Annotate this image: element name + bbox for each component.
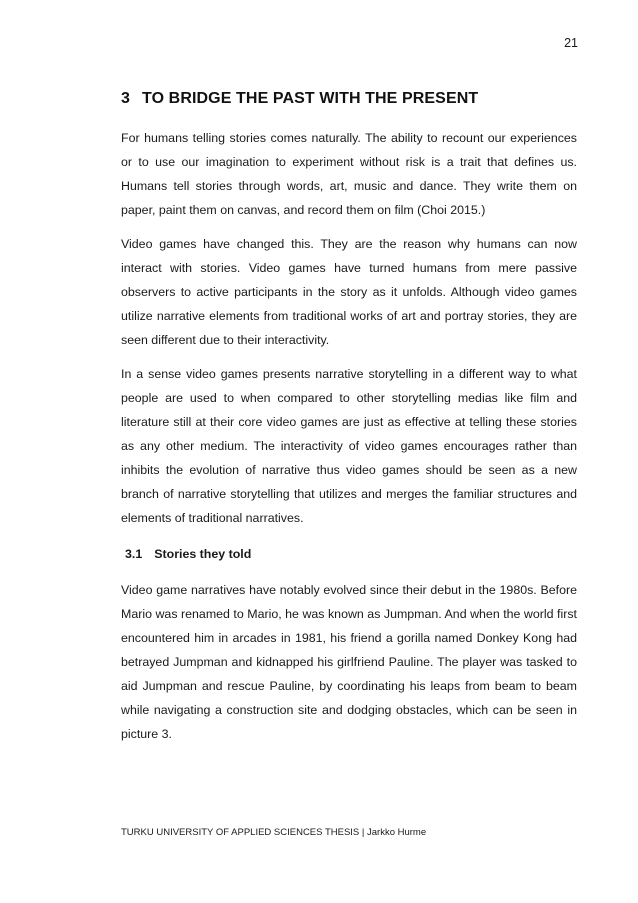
chapter-title: TO BRIDGE THE PAST WITH THE PRESENT	[142, 90, 479, 107]
page-content	[121, 90, 577, 756]
section-paragraph-1: Video game narratives have notably evolved since their debut in the 1980s. Before Mario was renamed to Mario, he was known as Jumpman. And when the world first encountered him in arcades in 1981, his friend a gorilla named Donkey Kong had betrayed Jumpman and kidnapped his girlfriend Pauline. The player was tasked to aid Jumpman and rescue Pauline, by coordinating his leaps from beam to beam while navigating a construction site and dodging obstacles, which can be seen in picture 3.	[121, 583, 577, 741]
chapter-number: 3	[121, 90, 130, 107]
chapter-heading	[121, 90, 577, 108]
page-number: 21	[564, 36, 578, 50]
paragraph-2: Video games have changed this. They are the reason why humans can now interact with stories. Video games have turned humans from mere passive observers to active participants in the story as it unfolds. Although video games utilize narrative elements from traditional works of art and portray stories, they are seen different due to their interactivity.	[121, 237, 577, 347]
page-footer: TURKU UNIVERSITY OF APPLIED SCIENCES THESIS | Jarkko Hurme	[121, 827, 427, 838]
paragraph-1: For humans telling stories comes naturally. The ability to recount our experiences or to use our imagination to experiment without risk is a trait that defines us. Humans tell stories through words, art, music and dance. They write them on paper, paint them on canvas, and record them on film (Choi 2015.)	[121, 131, 577, 217]
section-title: Stories they told	[154, 547, 252, 561]
paragraph-3: In a sense video games presents narrative storytelling in a different way to what people are used to when compared to other storytelling medias like film and literature still at their core video games are just as effective at telling these stories as any other medium. The interactivity of video games encourages rather than inhibits the evolution of narrative thus video games should be seen as a new branch of narrative storytelling that utilizes and merges the familiar structures and elements of traditional narratives.	[121, 367, 577, 525]
section-heading	[125, 544, 577, 564]
section-number: 3.1	[125, 547, 143, 561]
